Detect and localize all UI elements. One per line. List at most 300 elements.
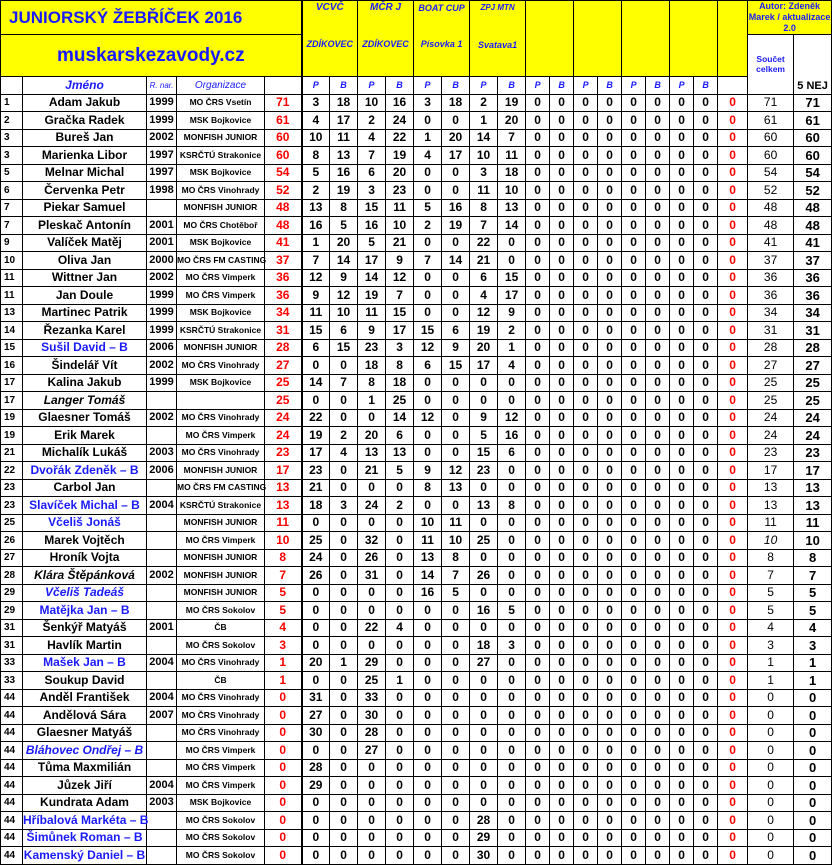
score-cell: 14 bbox=[358, 269, 386, 287]
score-cell: 0 bbox=[646, 567, 670, 585]
score-cell: 0 bbox=[598, 427, 622, 445]
score-cell: 0 bbox=[302, 829, 330, 847]
score-cell: 0 bbox=[622, 794, 646, 812]
score-cell: 0 bbox=[414, 234, 442, 252]
org-cell: MONFISH JUNIOR bbox=[177, 584, 265, 602]
year-cell: 1997 bbox=[147, 147, 177, 165]
score-cell: 0 bbox=[574, 444, 598, 462]
score-cell: 0 bbox=[622, 269, 646, 287]
score-cell: 0 bbox=[574, 742, 598, 760]
score-cell: 2 bbox=[386, 497, 414, 515]
total-cell: 36 bbox=[265, 287, 302, 305]
table-row bbox=[1, 689, 832, 707]
score-cell: 0 bbox=[358, 829, 386, 847]
score-cell: 14 bbox=[470, 129, 498, 147]
sum-cell: 10 bbox=[748, 532, 794, 550]
score-cell: 0 bbox=[622, 514, 646, 532]
org-cell: MSK Bojkovice bbox=[177, 374, 265, 392]
org-cell: MSK Bojkovice bbox=[177, 112, 265, 130]
best5-cell: 31 bbox=[794, 322, 832, 340]
sum-cell: 0 bbox=[748, 829, 794, 847]
sum-cell: 52 bbox=[748, 182, 794, 200]
score-cell: 0 bbox=[574, 217, 598, 235]
score-cell: 24 bbox=[358, 497, 386, 515]
penalty-cell: 0 bbox=[718, 479, 748, 497]
best5-cell: 1 bbox=[794, 672, 832, 690]
sum-cell: 0 bbox=[748, 707, 794, 725]
score-cell: 0 bbox=[670, 287, 694, 305]
score-cell: 0 bbox=[302, 357, 330, 375]
rank-cell: 31 bbox=[1, 637, 23, 655]
best5-cell: 48 bbox=[794, 199, 832, 217]
score-cell: 0 bbox=[574, 689, 598, 707]
score-cell: 0 bbox=[498, 514, 526, 532]
score-cell: 0 bbox=[526, 654, 550, 672]
score-cell: 0 bbox=[526, 339, 550, 357]
score-cell: 0 bbox=[302, 672, 330, 690]
score-cell: 4 bbox=[302, 112, 330, 130]
total-cell: 34 bbox=[265, 304, 302, 322]
score-cell: 0 bbox=[442, 427, 470, 445]
score-cell: 0 bbox=[670, 199, 694, 217]
score-cell: 7 bbox=[498, 129, 526, 147]
score-cell: 5 bbox=[498, 602, 526, 620]
score-cell: 0 bbox=[330, 794, 358, 812]
score-cell: 0 bbox=[670, 304, 694, 322]
score-cell: 23 bbox=[386, 182, 414, 200]
year-cell: 2006 bbox=[147, 339, 177, 357]
name-cell: Marienka Libor bbox=[23, 147, 147, 165]
year-cell bbox=[147, 199, 177, 217]
score-cell: 0 bbox=[670, 619, 694, 637]
score-cell: 0 bbox=[574, 794, 598, 812]
penalty-cell: 0 bbox=[718, 777, 748, 795]
score-cell: 1 bbox=[302, 234, 330, 252]
org-cell: MONFISH JUNIOR bbox=[177, 514, 265, 532]
best5-cell: 5 bbox=[794, 602, 832, 620]
score-cell: 0 bbox=[670, 567, 694, 585]
score-cell: 0 bbox=[386, 847, 414, 865]
score-cell: 0 bbox=[622, 672, 646, 690]
score-cell: 12 bbox=[498, 409, 526, 427]
score-cell: 20 bbox=[386, 164, 414, 182]
org-cell: MSK Bojkovice bbox=[177, 234, 265, 252]
score-cell: 5 bbox=[358, 234, 386, 252]
table-row bbox=[1, 444, 832, 462]
score-cell: 17 bbox=[498, 287, 526, 305]
score-cell: 16 bbox=[442, 199, 470, 217]
score-cell: 0 bbox=[526, 287, 550, 305]
penalty-cell: 0 bbox=[718, 147, 748, 165]
org-cell: MO ČRS Vimperk bbox=[177, 532, 265, 550]
score-cell: 0 bbox=[646, 269, 670, 287]
score-cell: 0 bbox=[550, 724, 574, 742]
score-cell: 0 bbox=[470, 672, 498, 690]
score-cell: 0 bbox=[646, 479, 670, 497]
rank-cell: 13 bbox=[1, 304, 23, 322]
col-b: B bbox=[498, 77, 526, 95]
sum-cell: 61 bbox=[748, 112, 794, 130]
name-cell: Šenkýř Matyáš bbox=[23, 619, 147, 637]
year-cell bbox=[147, 514, 177, 532]
table-row bbox=[1, 777, 832, 795]
score-cell: 0 bbox=[526, 269, 550, 287]
score-cell: 0 bbox=[670, 794, 694, 812]
total-cell: 24 bbox=[265, 427, 302, 445]
score-cell: 25 bbox=[386, 392, 414, 410]
penalty-cell: 0 bbox=[718, 234, 748, 252]
score-cell: 0 bbox=[302, 637, 330, 655]
col-p: P bbox=[574, 77, 598, 95]
rank-cell: 27 bbox=[1, 549, 23, 567]
score-cell: 0 bbox=[598, 444, 622, 462]
table-row bbox=[1, 584, 832, 602]
score-cell: 4 bbox=[414, 147, 442, 165]
name-cell: Jůzek Jiří bbox=[23, 777, 147, 795]
score-cell: 0 bbox=[694, 479, 718, 497]
total-cell: 71 bbox=[265, 94, 302, 112]
score-cell: 21 bbox=[358, 462, 386, 480]
score-cell: 0 bbox=[694, 339, 718, 357]
total-cell: 60 bbox=[265, 129, 302, 147]
score-cell: 0 bbox=[526, 217, 550, 235]
score-cell: 29 bbox=[470, 829, 498, 847]
org-cell: MONFISH JUNIOR bbox=[177, 199, 265, 217]
name-cell: Erik Marek bbox=[23, 427, 147, 445]
score-cell: 10 bbox=[470, 147, 498, 165]
score-cell: 15 bbox=[358, 199, 386, 217]
score-cell: 0 bbox=[498, 812, 526, 830]
score-cell: 0 bbox=[470, 584, 498, 602]
score-cell: 17 bbox=[442, 147, 470, 165]
score-cell: 9 bbox=[498, 304, 526, 322]
sum-cell: 27 bbox=[748, 357, 794, 375]
score-cell: 0 bbox=[598, 217, 622, 235]
score-cell: 0 bbox=[574, 619, 598, 637]
table-row bbox=[1, 217, 832, 235]
total-cell: 61 bbox=[265, 112, 302, 130]
score-cell: 0 bbox=[526, 94, 550, 112]
score-cell: 0 bbox=[414, 794, 442, 812]
score-cell: 7 bbox=[302, 252, 330, 270]
score-cell: 31 bbox=[358, 567, 386, 585]
rank-cell: 5 bbox=[1, 164, 23, 182]
score-cell: 22 bbox=[358, 619, 386, 637]
penalty-cell: 0 bbox=[718, 829, 748, 847]
score-cell: 0 bbox=[414, 812, 442, 830]
score-cell: 0 bbox=[598, 619, 622, 637]
score-cell: 0 bbox=[550, 549, 574, 567]
score-cell: 0 bbox=[598, 829, 622, 847]
score-cell: 18 bbox=[358, 357, 386, 375]
score-cell: 0 bbox=[574, 94, 598, 112]
score-cell: 0 bbox=[498, 654, 526, 672]
score-cell: 0 bbox=[670, 462, 694, 480]
score-cell: 0 bbox=[526, 409, 550, 427]
best5-cell: 13 bbox=[794, 479, 832, 497]
score-cell: 0 bbox=[330, 567, 358, 585]
total-cell: 0 bbox=[265, 689, 302, 707]
score-cell: 0 bbox=[598, 532, 622, 550]
score-cell: 0 bbox=[694, 497, 718, 515]
score-cell: 3 bbox=[302, 94, 330, 112]
score-cell: 0 bbox=[550, 252, 574, 270]
table-row bbox=[1, 637, 832, 655]
score-cell: 26 bbox=[302, 567, 330, 585]
score-cell: 0 bbox=[526, 427, 550, 445]
score-cell: 0 bbox=[414, 847, 442, 865]
score-cell: 3 bbox=[330, 497, 358, 515]
score-cell: 9 bbox=[470, 409, 498, 427]
score-cell: 0 bbox=[498, 462, 526, 480]
best5-cell: 11 bbox=[794, 514, 832, 532]
score-cell: 0 bbox=[622, 532, 646, 550]
score-cell: 0 bbox=[386, 724, 414, 742]
score-cell: 0 bbox=[526, 129, 550, 147]
score-cell: 14 bbox=[414, 567, 442, 585]
score-cell: 0 bbox=[598, 147, 622, 165]
name-cell: Kundrata Adam bbox=[23, 794, 147, 812]
rank-cell: 10 bbox=[1, 252, 23, 270]
score-cell: 0 bbox=[386, 777, 414, 795]
table-row bbox=[1, 147, 832, 165]
table-row bbox=[1, 567, 832, 585]
score-cell: 30 bbox=[358, 707, 386, 725]
score-cell: 0 bbox=[330, 532, 358, 550]
score-cell: 12 bbox=[386, 269, 414, 287]
best5-cell: 0 bbox=[794, 742, 832, 760]
penalty-cell: 0 bbox=[718, 724, 748, 742]
score-cell: 0 bbox=[670, 549, 694, 567]
name-cell: Soukup David bbox=[23, 672, 147, 690]
score-cell: 0 bbox=[694, 94, 718, 112]
year-cell bbox=[147, 759, 177, 777]
score-cell: 0 bbox=[646, 199, 670, 217]
score-cell: 10 bbox=[358, 94, 386, 112]
penalty-cell: 0 bbox=[718, 672, 748, 690]
score-cell: 0 bbox=[694, 794, 718, 812]
score-cell: 0 bbox=[574, 759, 598, 777]
score-cell: 0 bbox=[622, 217, 646, 235]
penalty-cell: 0 bbox=[718, 129, 748, 147]
score-cell: 0 bbox=[550, 567, 574, 585]
score-cell: 0 bbox=[598, 374, 622, 392]
score-cell: 16 bbox=[498, 427, 526, 445]
col-b: B bbox=[598, 77, 622, 95]
sum-cell: 13 bbox=[748, 479, 794, 497]
score-cell: 0 bbox=[622, 287, 646, 305]
score-cell: 0 bbox=[550, 129, 574, 147]
table-row bbox=[1, 742, 832, 760]
score-cell: 0 bbox=[526, 392, 550, 410]
total-cell: 0 bbox=[265, 742, 302, 760]
score-cell: 0 bbox=[646, 164, 670, 182]
score-cell: 0 bbox=[598, 339, 622, 357]
penalty-cell: 0 bbox=[718, 759, 748, 777]
score-cell: 0 bbox=[358, 777, 386, 795]
org-cell: MO ČRS Sokolov bbox=[177, 847, 265, 865]
score-cell: 0 bbox=[526, 794, 550, 812]
sum-cell: 41 bbox=[748, 234, 794, 252]
score-cell: 0 bbox=[646, 549, 670, 567]
score-cell: 0 bbox=[598, 794, 622, 812]
score-cell: 0 bbox=[646, 322, 670, 340]
best5-cell: 28 bbox=[794, 339, 832, 357]
score-cell: 0 bbox=[694, 112, 718, 130]
table-row bbox=[1, 549, 832, 567]
score-cell: 10 bbox=[386, 217, 414, 235]
penalty-cell: 0 bbox=[718, 444, 748, 462]
table-row bbox=[1, 619, 832, 637]
table-row bbox=[1, 724, 832, 742]
score-cell: 0 bbox=[442, 777, 470, 795]
score-cell: 0 bbox=[526, 322, 550, 340]
score-cell: 16 bbox=[302, 217, 330, 235]
score-cell: 0 bbox=[414, 602, 442, 620]
org-cell: MO ČRS Sokolov bbox=[177, 637, 265, 655]
score-cell: 0 bbox=[414, 182, 442, 200]
score-cell: 13 bbox=[358, 444, 386, 462]
score-cell: 0 bbox=[574, 269, 598, 287]
score-cell: 14 bbox=[498, 217, 526, 235]
score-cell: 1 bbox=[470, 112, 498, 130]
score-cell: 0 bbox=[646, 147, 670, 165]
score-cell: 0 bbox=[470, 777, 498, 795]
score-cell: 0 bbox=[694, 724, 718, 742]
score-cell: 16 bbox=[358, 217, 386, 235]
org-cell: MO ČRS Vsetín bbox=[177, 94, 265, 112]
score-cell: 0 bbox=[574, 427, 598, 445]
score-cell: 0 bbox=[442, 637, 470, 655]
score-cell: 0 bbox=[646, 112, 670, 130]
score-cell: 0 bbox=[574, 584, 598, 602]
rank-cell: 23 bbox=[1, 479, 23, 497]
score-cell: 7 bbox=[414, 252, 442, 270]
score-cell: 10 bbox=[414, 514, 442, 532]
score-cell: 0 bbox=[646, 654, 670, 672]
score-cell: 0 bbox=[622, 829, 646, 847]
rank-cell: 17 bbox=[1, 374, 23, 392]
score-cell: 0 bbox=[386, 549, 414, 567]
score-cell: 6 bbox=[330, 322, 358, 340]
col-b: B bbox=[694, 77, 718, 95]
score-cell: 0 bbox=[358, 514, 386, 532]
score-cell: 6 bbox=[470, 269, 498, 287]
score-cell: 0 bbox=[646, 829, 670, 847]
score-cell: 0 bbox=[470, 392, 498, 410]
best5-header: 5 NEJ bbox=[794, 35, 832, 95]
score-cell: 12 bbox=[302, 269, 330, 287]
rank-cell: 21 bbox=[1, 444, 23, 462]
score-cell: 0 bbox=[670, 129, 694, 147]
score-cell: 0 bbox=[670, 724, 694, 742]
event-2-name: MČR J bbox=[369, 2, 402, 13]
score-cell: 5 bbox=[386, 462, 414, 480]
score-cell: 0 bbox=[646, 182, 670, 200]
score-cell: 0 bbox=[330, 707, 358, 725]
score-cell: 2 bbox=[358, 112, 386, 130]
score-cell: 4 bbox=[330, 444, 358, 462]
score-cell: 0 bbox=[414, 269, 442, 287]
name-cell: Glaesner Matyáš bbox=[23, 724, 147, 742]
org-cell: MSK Bojkovice bbox=[177, 304, 265, 322]
score-cell: 0 bbox=[498, 479, 526, 497]
score-cell: 0 bbox=[414, 374, 442, 392]
score-cell: 0 bbox=[622, 339, 646, 357]
score-cell: 0 bbox=[574, 252, 598, 270]
col-b: B bbox=[330, 77, 358, 95]
score-cell: 0 bbox=[646, 812, 670, 830]
total-cell: 23 bbox=[265, 444, 302, 462]
score-cell: 0 bbox=[526, 147, 550, 165]
score-cell: 0 bbox=[574, 567, 598, 585]
score-cell: 16 bbox=[470, 602, 498, 620]
score-cell: 0 bbox=[358, 759, 386, 777]
col-p: P bbox=[470, 77, 498, 95]
score-cell: 5 bbox=[470, 427, 498, 445]
table-row bbox=[1, 847, 832, 865]
score-cell: 0 bbox=[550, 357, 574, 375]
score-cell: 0 bbox=[598, 637, 622, 655]
score-cell: 22 bbox=[302, 409, 330, 427]
score-cell: 32 bbox=[358, 532, 386, 550]
score-cell: 0 bbox=[694, 514, 718, 532]
score-cell: 0 bbox=[442, 847, 470, 865]
score-cell: 0 bbox=[574, 112, 598, 130]
name-cell: Havlík Martin bbox=[23, 637, 147, 655]
score-cell: 18 bbox=[442, 94, 470, 112]
score-cell: 0 bbox=[574, 129, 598, 147]
name-cell: Šindelář Vít bbox=[23, 357, 147, 375]
org-cell: MO ČRS Vinohrady bbox=[177, 409, 265, 427]
score-cell: 0 bbox=[622, 497, 646, 515]
score-cell: 0 bbox=[598, 462, 622, 480]
score-cell: 0 bbox=[498, 252, 526, 270]
score-cell: 0 bbox=[646, 637, 670, 655]
score-cell: 0 bbox=[694, 637, 718, 655]
score-cell: 0 bbox=[302, 619, 330, 637]
score-cell: 0 bbox=[670, 847, 694, 865]
score-cell: 0 bbox=[526, 829, 550, 847]
total-cell: 0 bbox=[265, 724, 302, 742]
score-cell: 0 bbox=[670, 812, 694, 830]
score-cell: 0 bbox=[670, 182, 694, 200]
score-cell: 0 bbox=[598, 357, 622, 375]
name-cell: Michalík Lukáš bbox=[23, 444, 147, 462]
score-cell: 0 bbox=[670, 479, 694, 497]
score-cell: 0 bbox=[646, 392, 670, 410]
score-cell: 0 bbox=[598, 304, 622, 322]
score-cell: 0 bbox=[526, 497, 550, 515]
penalty-cell: 0 bbox=[718, 322, 748, 340]
score-cell: 0 bbox=[622, 584, 646, 602]
score-cell: 0 bbox=[442, 619, 470, 637]
score-cell: 0 bbox=[498, 847, 526, 865]
score-cell: 31 bbox=[302, 689, 330, 707]
score-cell: 0 bbox=[470, 707, 498, 725]
org-cell: MO ČRS Sokolov bbox=[177, 812, 265, 830]
org-cell: MO ČRS Vimperk bbox=[177, 777, 265, 795]
total-cell: 0 bbox=[265, 812, 302, 830]
year-cell bbox=[147, 602, 177, 620]
best5-cell: 61 bbox=[794, 112, 832, 130]
year-cell: 2004 bbox=[147, 689, 177, 707]
score-cell: 0 bbox=[694, 532, 718, 550]
rank-cell: 29 bbox=[1, 584, 23, 602]
org-cell: MO ČRS FM CASTING bbox=[177, 479, 265, 497]
score-cell: 0 bbox=[598, 479, 622, 497]
score-cell: 0 bbox=[646, 532, 670, 550]
